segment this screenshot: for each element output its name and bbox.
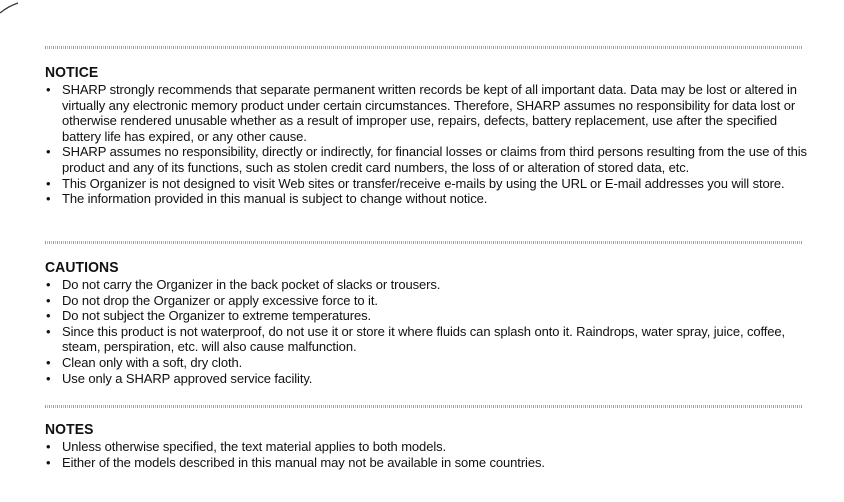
- cautions-section: [45, 259, 810, 386]
- cautions-item-text: Do not subject the Organizer to extreme temperatures.: [62, 308, 372, 324]
- notes-heading: NOTES: [45, 421, 94, 438]
- notice-section: [45, 64, 810, 207]
- notes-item-1: [45, 439, 810, 455]
- notice-item-3: [45, 176, 810, 192]
- notes-section: [45, 421, 810, 470]
- notice-item-text: The information provided in this manual is subject to change without notice.: [62, 191, 488, 207]
- cautions-item-3: [45, 308, 810, 324]
- bullet-icon: •: [46, 292, 51, 308]
- bullet-icon: •: [46, 323, 51, 339]
- cautions-item-text: Clean only with a soft, dry cloth.: [62, 354, 243, 370]
- notice-item-4: [45, 191, 810, 207]
- cautions-item-2: [45, 293, 810, 309]
- section-divider-bottom: [45, 405, 803, 408]
- cautions-item-text: Do not drop the Organizer or apply excessive force to it.: [62, 292, 378, 308]
- cautions-item-text: Since this product is not waterproof, do not use it or store it where fluids can splash onto it. Raindrops, water spray, juice, coffee, steam, perspiration, etc. will also cause malfunction.: [62, 323, 786, 355]
- bullet-icon: •: [46, 454, 51, 470]
- notes-item-text: Unless otherwise specified, the text material applies to both models.: [62, 439, 447, 454]
- bullet-icon: •: [46, 175, 51, 191]
- corner-scan-mark: [0, 0, 30, 16]
- notice-item-text: SHARP strongly recommends that separate permanent written records be kept of all important data. Data may be lost or altered in virtually any electronic memory product under certain circumstances. Therefore, SHARP assumes no responsibility for data lost or otherwise rendered unusable whether as a result of improper use, repairs, defects, battery replacement, use after the specified battery life has expired, or any other cause.: [62, 82, 797, 144]
- bullet-icon: •: [46, 144, 51, 160]
- bullet-icon: •: [46, 82, 51, 97]
- cautions-item-text: Use only a SHARP approved service facility.: [62, 370, 313, 386]
- notice-item-text: This Organizer is not designed to visit Web sites or transfer/receive e-mails by using the URL or E-mail addresses you will store.: [62, 175, 785, 191]
- section-divider-top: [45, 46, 803, 49]
- bullet-icon: •: [46, 439, 51, 454]
- notes-item-text: Either of the models described in this manual may not be available in some countries.: [62, 454, 545, 470]
- notice-item-1: [45, 82, 810, 144]
- notes-item-2: [45, 455, 810, 471]
- cautions-item-4: [45, 324, 810, 355]
- bullet-icon: •: [46, 354, 51, 370]
- notice-heading: NOTICE: [45, 64, 99, 81]
- cautions-heading: CAUTIONS: [45, 259, 119, 276]
- notice-item-text: SHARP assumes no responsibility, directly or indirectly, for financial losses or claims from third persons resulting from the use of this product and any of its functions, such as stolen credit card numbers, the loss of or alteration of stored data, etc.: [62, 144, 807, 175]
- cautions-item-6: [45, 371, 810, 387]
- notice-list: [45, 82, 810, 207]
- section-divider-middle: [45, 241, 803, 244]
- cautions-list: [45, 277, 810, 386]
- bullet-icon: •: [46, 277, 51, 292]
- bullet-icon: •: [46, 191, 51, 207]
- notice-item-2: [45, 144, 810, 175]
- bullet-icon: •: [46, 370, 51, 386]
- notes-list: [45, 439, 810, 470]
- cautions-item-1: [45, 277, 810, 293]
- cautions-item-text: Do not carry the Organizer in the back pocket of slacks or trousers.: [62, 277, 441, 292]
- bullet-icon: •: [46, 308, 51, 324]
- cautions-item-5: [45, 355, 810, 371]
